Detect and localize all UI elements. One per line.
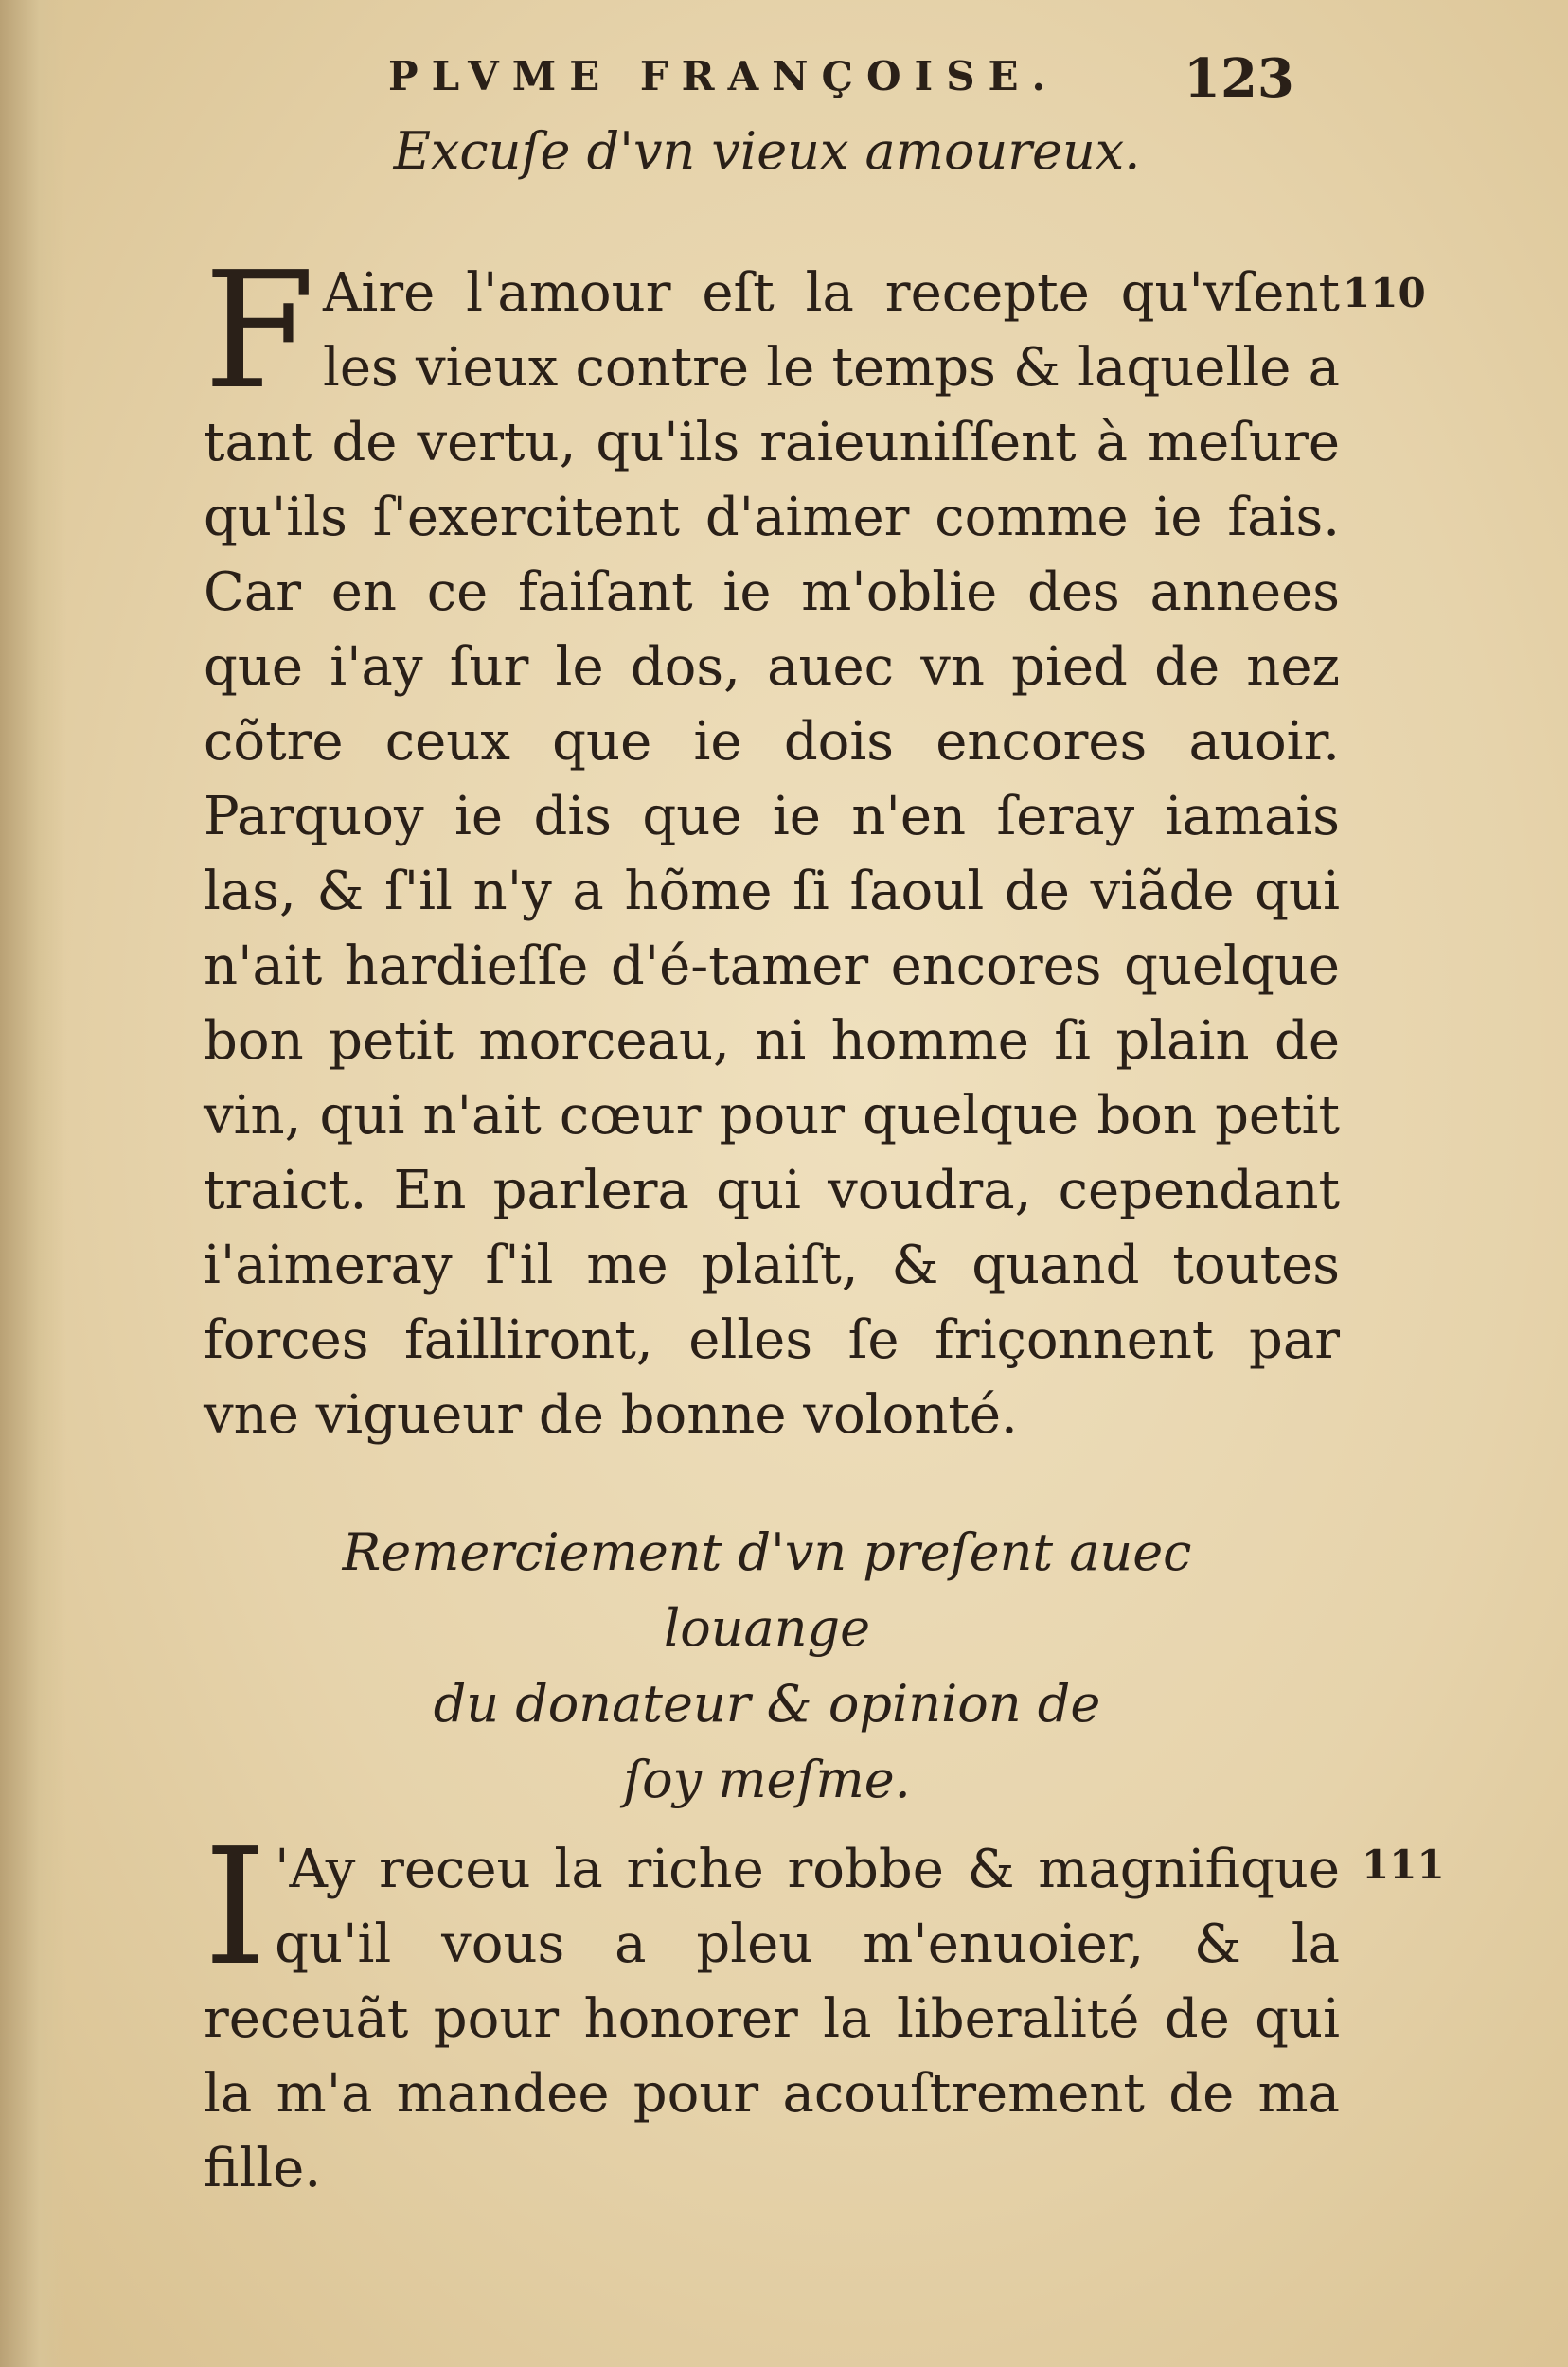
page-header [369,47,1316,114]
margin-number: 110 [1343,270,1426,316]
paragraph-text: 'Ay receu la riche robbe & magnifique qu'il vous a pleu m'enuoier, & la receuãt pour honorer la liberalité de qui la m'a mandee pour acouſtrement de ma fille. [204,1839,1340,2199]
heading-line: Remerciement d'vn preſent auec louange [342,1522,1192,1658]
page-gutter [0,0,66,2367]
margin-number: 111 [1362,1842,1445,1888]
heading-line: ſoy meſme. [623,1750,911,1809]
page-number: 123 [1184,47,1294,110]
running-title: PLVME FRANÇOISE. [388,53,1060,99]
section-heading: Excuſe d'vn vieux amoureux. [393,121,1141,181]
paragraph-text: Aire l'amour eſt la recepte qu'vſent les vieux contre le temps & laquelle a tant de vertu, qu'ils raieuniſſent à meſure qu'ils ſ'exercitent d'aimer comme ie fais. Car en ce faiſant ie m'oblie des annees que i'ay ſur le dos, auec vn pied de nez cõtre ceux que ie dois encores auoir. Parquoy ie dis que ie n'en ſeray iamais las, & ſ'il n'y a hõme ſi ſaoul de viãde qui n'ait hardieſſe d'é-tamer encores quelque bon petit morceau, ni homme ſi plain de vin, qui n'ait cœur pour quelque bon petit traict. En parlera qui voudra, cependant i'aimeray ſ'il me plaiſt, & quand toutes forces failliront, elles ſe friçonnent par vne vigueur de bonne volonté. [204,262,1340,1446]
paragraph [204,1814,1340,2206]
paragraph [204,238,1340,1452]
drop-capital: I [204,1814,268,2002]
drop-capital: F [204,238,315,425]
section-heading [237,1515,1297,1818]
heading-line: du donateur & opinion de [433,1674,1101,1734]
